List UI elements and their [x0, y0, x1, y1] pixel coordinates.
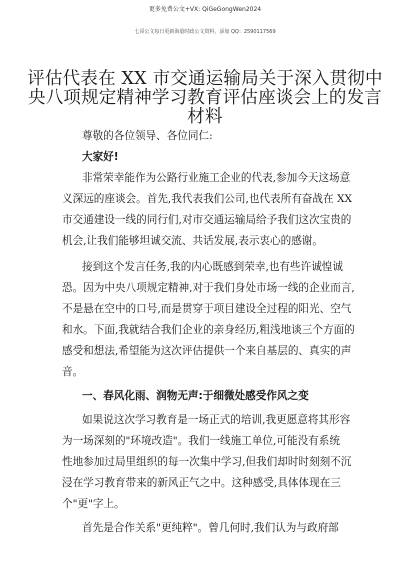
body-line: 首先是合作关系"更纯粹"。曾几何时,我们认为与政府部: [82, 522, 339, 534]
body-line: 音。: [62, 366, 84, 378]
document-title-line-2: 央八项规定精神学习教育评估座谈会上的发言: [28, 88, 382, 108]
body-line: 为一场深刻的"环境改造"。我们一线施工单位,可能没有系统: [62, 435, 340, 447]
document-title-line-1: 评估代表在 XX 市交通运输局关于深入贯彻中: [27, 69, 383, 89]
body-line: 如果说这次学习教育是一场正式的培训,我更愿意将其形容: [82, 414, 351, 426]
body-line: 非常荣幸能作为公路行业施工企业的代表,参加今天这场意: [82, 172, 351, 184]
body-line: 浸在学习教育带来的新风正气之中。这种感受,具体体现在三: [62, 477, 341, 489]
section-heading: 一、春风化雨、润物无声:于细微处感受作风之变: [82, 390, 309, 402]
body-line: 和水。下面,我就结合我们企业的亲身经历,粗浅地谈三个方面的: [62, 324, 355, 336]
body-line: 个"更"字上。: [62, 498, 125, 510]
body-line: 不是悬在空中的口号,而是贯穿于项目建设全过程的阳光、空气: [62, 303, 352, 315]
body-line: 感受和想法,希望能为这次评估提供一个来自基层的、真实的声: [62, 345, 352, 357]
salutation: 尊敬的各位领导、各位同仁:: [82, 130, 213, 142]
sub-banner: 七哥公文每日更新海量时政公文资料，添加 QQ：2590117569: [134, 29, 276, 35]
top-banner: 更多免费公文+VX: QiGeGongWen2024: [148, 6, 262, 13]
body-line: 市交通建设一线的同行们,对市交通运输局给予我们这次宝贵的: [62, 214, 352, 226]
greeting: 大家好!: [82, 151, 119, 163]
body-line: 性地参加过局里组织的每一次集中学习,但我们却时时刻刻不沉: [62, 456, 352, 468]
document-title-line-3: 材料: [187, 107, 223, 127]
body-line: 恐。因为中央八项规定精神,对于我们身处市场一线的企业而言,: [62, 282, 355, 294]
body-line: 义深远的座谈会。首先,我代表我们公司,也代表所有奋战在 XX: [62, 193, 353, 205]
body-line: 机会,让我们能够坦诚交流、共话发展,表示衷心的感谢。: [62, 235, 323, 247]
body-line: 接到这个发言任务,我的内心既感到荣幸,也有些许诚惶诚: [82, 261, 343, 273]
